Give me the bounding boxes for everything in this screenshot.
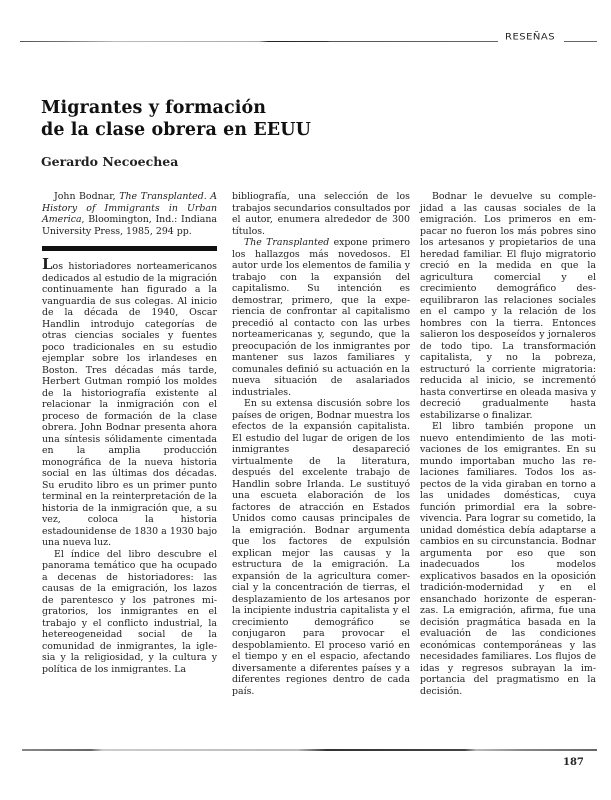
header-rule-right bbox=[564, 41, 597, 42]
book-title: The Transplanted. A History of Immigrants in Urban America bbox=[42, 191, 218, 225]
book-publication: , Bloomington, Ind.: Indiana University Press, 1985, 294 pp. bbox=[42, 214, 217, 237]
title-line-1: Migrantes y formación bbox=[41, 98, 267, 118]
reference-divider bbox=[42, 246, 217, 251]
column-2 bbox=[232, 191, 410, 697]
footer-rule bbox=[22, 749, 597, 751]
article-title bbox=[41, 97, 311, 141]
paragraph-text: expone primero los hallazgos más novedosos. El autor urde los elementos de familia y trabajo con la expansión del capitalismo. Su intención es demostrar, primero, que la experiencia de confrontar al capitalismo precedió al contacto con las urbes norteamericanas y, segundo, que la preocupación de los inmigrantes por mantener sus lazos familiares y comunales definió su actuación en la nueva situación de asalariados industriales. bbox=[232, 237, 410, 398]
paragraph: El índice del libro descubre el panorama temático que ha ocupado a decenas de historiadores: las causas de la emigración, los lazos de parentesco y los patrones migratorios, los inmigrantes en el trabajo y el conflicto industrial, la hetereogeneidad social de la comunidad de inmigrantes, la iglesia y la religiosidad, y la cultura y política de los inmigrantes. La bbox=[42, 548, 217, 675]
drop-cap: L bbox=[42, 255, 53, 273]
column-3 bbox=[420, 191, 596, 697]
header-rule bbox=[20, 41, 498, 42]
paragraph: El libro también propone un nuevo entendimiento de las motivaciones de los emigrantes. En su mundo importaban mucho las relaciones familiares. Todos los aspectos de la vida giraban en torno a las unidades domésticas, cuya función primordial era la sobrevivencia. Para lograr su cometido, la unidad doméstica debía adaptarse a cambios en su circunstancia. Bodnar argumenta por eso que son inadecuados los modelos explicativos basados en la oposición tradición-modernidad y en el ensanchado horizonte de esperanzas. La emigración, afirma, fue una decisión pragmática basada en la evaluación de las condiciones económicas contemporáneas y las necesidades familiares. Los flujos de idas y regresos subrayan la importancia del pragmatismo en la decisión. bbox=[420, 421, 596, 697]
page-number: 187 bbox=[563, 757, 584, 768]
paragraph: Bodnar le devuelve su complejidad a las causas sociales de la emigración. Los primeros en empacar no fueron los más pobres sino los artesanos y propietarios de una heredad familiar. El flujo migratorio creció en la medida en que la agricultura comercial y el crecimiento demográfico desequilibraron las relaciones sociales en el campo y la relación de los hombres con la tierra. Entonces salieron los desposeídos y jornaleros de todo tipo. La transformación capitalista, y no la pobreza, estructuró la corriente migratoria: reducida al inicio, se incrementó hasta convertirse en oleada masiva y decreció gradualmente hasta estabilizarse o finalizar. bbox=[420, 191, 596, 421]
paragraph: bibliografía, una selección de los trabajos secundarios consultados por el autor, enumera alrededor de 300 títulos. bbox=[232, 191, 410, 237]
paragraph bbox=[232, 237, 410, 398]
book-reference bbox=[42, 191, 217, 237]
title-line-2: de la clase obrera en EEUU bbox=[41, 120, 311, 140]
book-author: John Bodnar, bbox=[54, 191, 120, 202]
article-author: Gerardo Necoechea bbox=[41, 154, 179, 169]
paragraph: En su extensa discusión sobre los países de origen, Bodnar muestra los efectos de la expansión capitalista. El estudio del lugar de origen de los inmigrantes desapareció virtualmente de la literatura, después del excelente trabajo de Handlin sobre Irlanda. Le sustituyó una escueta elaboración de los factores de atracción en Estados Unidos como causas principales de la emigración. Bodnar argumenta que los factores de expulsión explican mejor las causas y la estructura de la emigración. La expansión de la agricultura comercial y la concentración de tierras, el desplazamiento de los artesanos por la incipiente industria capitalista y el crecimiento demográfico se conjugaron para provocar el despoblamiento. El proceso varió en el tiempo y en el espacio, afectando diversamente a diferentes países y a diferentes regiones dentro de cada país. bbox=[232, 398, 410, 697]
section-label: RESEÑAS bbox=[505, 32, 556, 43]
column-1 bbox=[42, 191, 217, 675]
paragraph-text: os historiadores norteamericanos dedicados al estudio de la migración continuamente han figurado a la vanguardia de sus colegas. Al inicio de la década de 1940, Oscar Handlin introdujo categorías de otras ciencias sociales y fuentes poco tradicionales en su estudio ejemplar sobre los irlandeses en Boston. Tres décadas más tarde, Herbert Gutman rompió los moldes de la historiografía existente al relacionar la inmigración con el proceso de formación de la clase obrera. John Bodnar presenta ahora una síntesis sólidamente cimentada en la amplia producción monográfica de la nueva historia social en las últimas dos décadas. Su erudito libro es un primer punto terminal en la reinterpretación de la historia de la inmigración que, a su vez, coloca la historia estadounidense de 1830 a 1930 bajo una nueva luz. bbox=[42, 261, 217, 548]
book-title-inline: The Transplanted bbox=[244, 237, 330, 248]
paragraph bbox=[42, 255, 217, 549]
